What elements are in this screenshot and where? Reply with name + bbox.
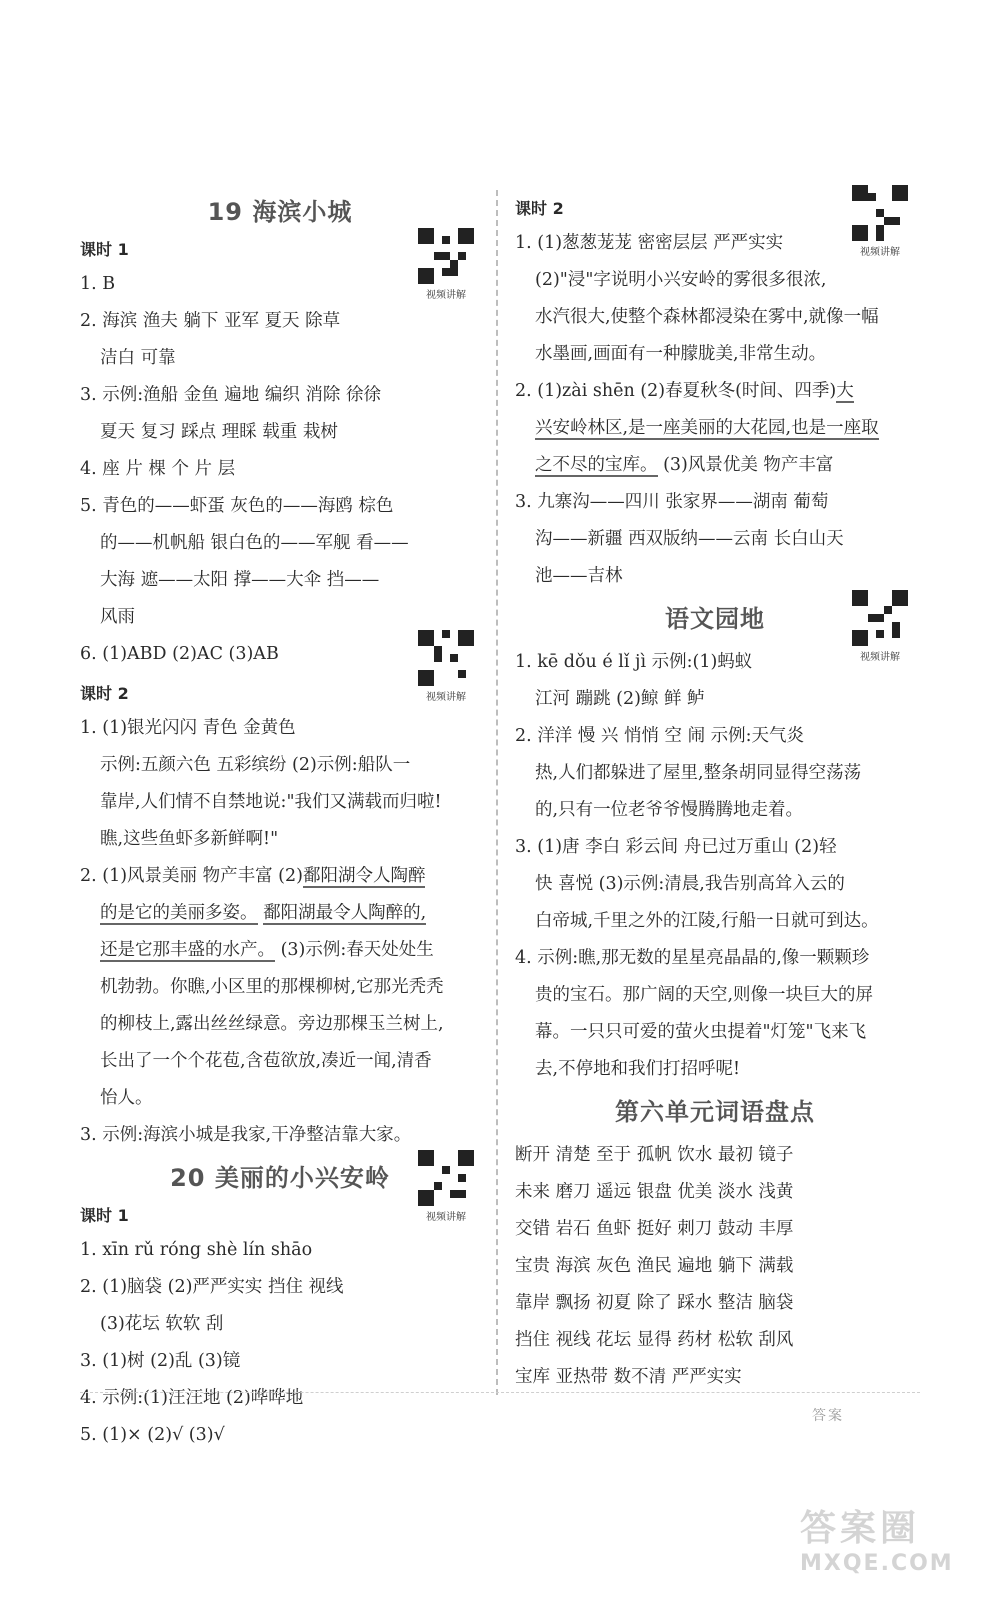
answer-line: 4. 示例:瞧,那无数的星星亮晶晶的,像一颗颗珍: [515, 948, 870, 968]
answer-line: 的——机帆船 银白色的——军舰 看——: [100, 533, 409, 553]
answer-line: 6. (1)ABD (2)AC (3)AB: [80, 644, 279, 664]
answer-line: 白帝城,千里之外的江陵,行船一日就可到达。: [535, 911, 879, 931]
answer-line: 3. 示例:海滨小城是我家,干净整洁靠大家。: [80, 1125, 412, 1145]
column-divider: [496, 190, 498, 1395]
underlined-text: 鄱阳湖令人陶醉: [302, 866, 426, 886]
answer-line: 幕。一只只可爱的萤火虫提着"灯笼"飞来飞: [535, 1022, 867, 1042]
review-row: 未来 磨刀 遥远 银盘 优美 淡水 浅黄: [515, 1182, 794, 1202]
right-column: [515, 188, 915, 1396]
qr-code[interactable]: [418, 228, 474, 301]
answer-line: 水汽很大,使整个森林都浸染在雾中,就像一幅: [535, 307, 879, 327]
answer-line: 4. 示例:(1)汪汪地 (2)哗哗地: [80, 1388, 304, 1408]
answer-line: (3)花坛 软软 刮: [100, 1314, 224, 1334]
answer-line: 3. 示例:渔船 金鱼 遍地 编织 消除 徐徐: [80, 385, 381, 405]
answer-line: 水墨画,画面有一种朦胧美,非常生动。: [535, 344, 827, 364]
qr-caption: 视频讲解: [426, 1212, 466, 1223]
qr-code[interactable]: [852, 590, 908, 663]
answer-line: 大海 遮——太阳 撑——大伞 挡——: [100, 570, 380, 590]
answer-line: (2)"浸"字说明小兴安岭的雾很多很浓,: [535, 270, 827, 290]
answer-line: 2. 洋洋 慢 兴 悄悄 空 闹 示例:天气炎: [515, 726, 805, 746]
answer-line: 1. xīn rǔ róng shè lín shāo: [80, 1240, 313, 1260]
answer-line: 江河 蹦跳 (2)鲸 鲜 鲈: [535, 689, 705, 709]
answer-line: 3. (1)唐 李白 彩云间 舟已过万重山 (2)轻: [515, 837, 837, 857]
qr-code-icon: [418, 228, 474, 284]
review-row: 交错 岩石 鱼虾 挺好 刺刀 鼓动 丰厚: [515, 1219, 794, 1239]
answer-line: 夏天 复习 踩点 理睬 载重 栽树: [100, 422, 338, 442]
answer-text: 2. (1)风景美丽 物产丰富 (2): [80, 866, 303, 886]
answer-line: 贵的宝石。那广阔的天空,则像一块巨大的屏: [535, 985, 874, 1005]
lesson-19-title: 19 海滨小城: [207, 198, 353, 226]
answer-line: 长出了一个个花苞,含苞欲放,凑近一闻,清香: [100, 1051, 432, 1071]
answer-line: 机勃勃。你瞧,小区里的那棵柳树,它那光秃秃: [100, 977, 444, 997]
answer-line: [515, 447, 915, 484]
section-heading: 课时 2: [515, 199, 564, 218]
answer-line: 1. (1)银光闪闪 青色 金黄色: [80, 718, 296, 738]
answer-line: 5. (1)× (2)√ (3)√: [80, 1425, 225, 1445]
answer-line: 1. (1)葱葱茏茏 密密层层 严严实实: [515, 233, 784, 253]
underlined-text: 还是它那丰盛的水产。: [100, 940, 275, 960]
underlined-text: 鄱阳湖最令人陶醉的,: [263, 903, 427, 923]
answer-line: 池——吉林: [535, 566, 623, 586]
review-row: 宝库 亚热带 数不清 严严实实: [515, 1367, 742, 1387]
answer-line: 沟——新疆 西双版纳——云南 长白山天: [535, 529, 844, 549]
qr-code-icon: [852, 185, 908, 241]
qr-code[interactable]: [418, 630, 474, 703]
underlined-text: 兴安岭林区,是一座美丽的大花园,也是一座取: [535, 418, 879, 438]
answer-line: 热,人们都躲进了屋里,整条胡同显得空荡荡: [535, 763, 862, 783]
answer-line: 风雨: [100, 607, 135, 627]
answer-line: 的,只有一位老爷爷慢腾腾地走着。: [535, 800, 804, 820]
answer-line: 去,不停地和我们打招呼呢!: [535, 1059, 741, 1079]
answer-line: 3. (1)树 (2)乱 (3)镜: [80, 1351, 241, 1371]
qr-caption: 视频讲解: [860, 247, 900, 258]
review-row: 挡住 视线 花坛 显得 药材 松软 刮风: [515, 1330, 794, 1350]
left-column: [80, 188, 480, 1454]
answer-line: [80, 858, 480, 895]
answer-text: (3)风景优美 物产丰富: [663, 455, 834, 475]
footer-mark: 答案: [812, 1408, 844, 1424]
answer-line: [515, 373, 915, 410]
answer-line: 示例:五颜六色 五彩缤纷 (2)示例:船队一: [100, 755, 411, 775]
answer-line: 2. (1)脑袋 (2)严严实实 挡住 视线: [80, 1277, 344, 1297]
answer-line: 怡人。: [100, 1088, 153, 1108]
watermark-domain: MXQE.COM: [800, 1551, 954, 1576]
qr-code[interactable]: [852, 185, 908, 258]
answer-line: 4. 座 片 棵 个 片 层: [80, 459, 236, 479]
answer-line: 3. 九寨沟——四川 张家界——湖南 葡萄: [515, 492, 829, 512]
underlined-text: 的是它的美丽多姿。: [100, 903, 258, 923]
review-title: 第六单元词语盘点: [615, 1098, 815, 1126]
answer-line: [80, 932, 480, 969]
qr-code[interactable]: [418, 1150, 474, 1223]
answer-line: 的柳枝上,露出丝丝绿意。旁边那棵玉兰树上,: [100, 1014, 444, 1034]
lesson-20-title: 20 美丽的小兴安岭: [170, 1164, 390, 1192]
answer-line: 瞧,这些鱼虾多新鲜啊!": [100, 829, 279, 849]
underlined-text: 大: [836, 381, 854, 401]
answer-line: 靠岸,人们情不自禁地说:"我们又满载而归啦!: [100, 792, 442, 812]
qr-code-icon: [418, 1150, 474, 1206]
bottom-rule: [80, 1392, 920, 1393]
answer-line: 2. 海滨 渔夫 躺下 亚军 夏天 除草: [80, 311, 341, 331]
qr-caption: 视频讲解: [426, 692, 466, 703]
section-heading: 课时 2: [80, 684, 129, 703]
site-watermark: [800, 1500, 954, 1576]
answer-line: [80, 895, 480, 932]
answer-text: (3)示例:春天处处生: [280, 940, 434, 960]
section-heading: 课时 1: [80, 1206, 129, 1225]
qr-code-icon: [418, 630, 474, 686]
qr-caption: 视频讲解: [426, 290, 466, 301]
review-row: 断开 清楚 至于 孤帆 饮水 最初 镜子: [515, 1145, 794, 1165]
answer-line: 1. kē dǒu é lǐ jì 示例:(1)蚂蚁: [515, 652, 753, 672]
answer-text: 2. (1)zài shēn (2)春夏秋冬(时间、四季): [515, 381, 837, 401]
qr-code-icon: [852, 590, 908, 646]
review-row: 宝贵 海滨 灰色 渔民 遍地 躺下 满载: [515, 1256, 794, 1276]
underlined-text: 之不尽的宝库。: [535, 455, 658, 475]
answer-line: 5. 青色的——虾蛋 灰色的——海鸥 棕色: [80, 496, 394, 516]
watermark-text: 答案圈: [800, 1508, 921, 1549]
answer-line: 快 喜悦 (3)示例:清晨,我告别高耸入云的: [535, 874, 845, 894]
garden-title: 语文园地: [665, 605, 765, 633]
review-row: 靠岸 飘扬 初夏 除了 踩水 整洁 脑袋: [515, 1293, 794, 1313]
section-heading: 课时 1: [80, 240, 129, 259]
qr-caption: 视频讲解: [860, 652, 900, 663]
answer-line: [515, 410, 915, 447]
answer-line: 洁白 可靠: [100, 348, 176, 368]
answer-line: 1. B: [80, 274, 116, 294]
